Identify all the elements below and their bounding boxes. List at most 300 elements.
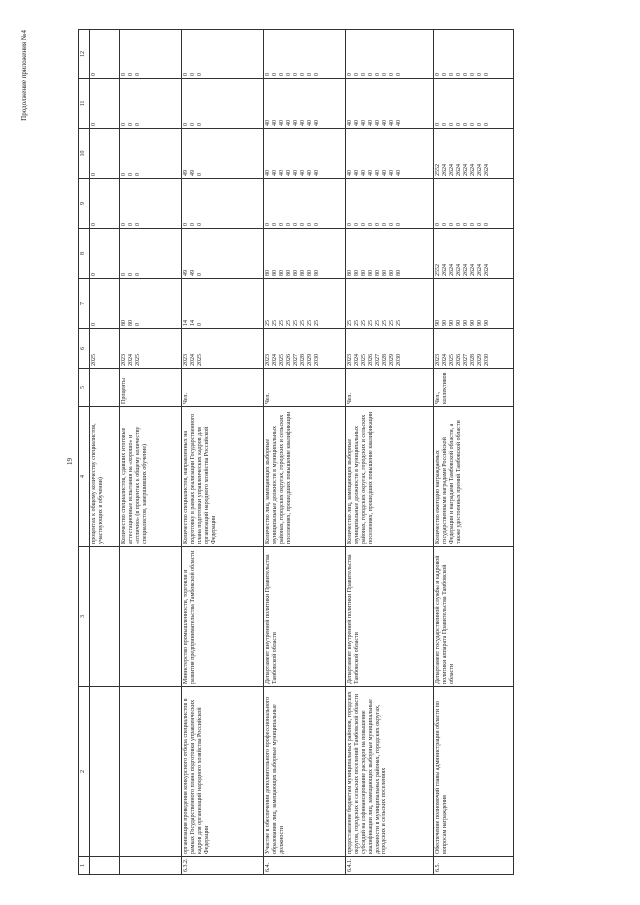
indicator-value: 0 (128, 173, 134, 176)
indicator-value: 0 (442, 73, 448, 76)
indicator-value: 0 (197, 323, 203, 326)
year-value: 2026 (456, 354, 462, 366)
value-cell (182, 129, 264, 179)
year-value: 2025 (361, 354, 367, 366)
value-cell (264, 179, 346, 229)
activity-cell: Участие в обеспечении дополнительного профессионального образования лиц, замещающих выборные муниципальные должности (264, 687, 346, 857)
indicator-value: 0 (382, 223, 388, 226)
value-cell (434, 179, 514, 229)
year-value: 2029 (307, 354, 313, 366)
header-row (79, 30, 90, 875)
indicator-value: 80 (121, 320, 127, 326)
header-cell: 1 (79, 857, 90, 875)
indicator-value: 2624 (463, 264, 469, 276)
year-value: 2023 (265, 354, 271, 366)
indicator-value: 0 (389, 223, 395, 226)
indicator-value: 80 (272, 270, 278, 276)
year-value: 2024 (354, 354, 360, 366)
indicator-value: 40 (347, 120, 353, 126)
indicator-value: 0 (286, 73, 292, 76)
year-value: 2023 (347, 354, 353, 366)
table-row (90, 30, 120, 875)
indicator-value: 0 (307, 73, 313, 76)
indicator-value: 0 (484, 223, 490, 226)
indicator-value: 40 (347, 170, 353, 176)
header-cell: 11 (79, 79, 90, 129)
value-cell (346, 30, 434, 79)
year-value: 2023 (183, 354, 189, 366)
indicator-value: 0 (121, 123, 127, 126)
year-value: 2024 (442, 354, 448, 366)
value-cell (90, 229, 120, 279)
indicator-value: 25 (300, 320, 306, 326)
value-cell (182, 30, 264, 79)
indicator-value: 0 (484, 73, 490, 76)
activity-cell: Обеспечение полномочий главы администрации области по вопросам награждения (434, 687, 514, 857)
indicator-value: 80 (347, 270, 353, 276)
indicator-value: 40 (354, 120, 360, 126)
year-cell (90, 329, 120, 369)
activity-cell: предоставление бюджетам муниципальных районов, городских округов, городских и сельских поселений Тамбовской области субсидий на софинансирование расходов на повышение квалификации лиц, замещающих выборные муниципальные должности в муниципальных районах, городских округах, городских и сельских поселениях (346, 687, 434, 857)
unit-cell: Чел., коллективов (434, 369, 514, 407)
indicator-value: 0 (121, 73, 127, 76)
year-value: 2025 (135, 354, 141, 366)
value-cell (264, 229, 346, 279)
year-value: 2030 (396, 354, 402, 366)
table-row (182, 30, 264, 875)
header-cell: 5 (79, 369, 90, 407)
indicator-value: 40 (307, 120, 313, 126)
value-cell (346, 279, 434, 329)
indicator-value: 2552 (435, 264, 441, 276)
value-cell (346, 229, 434, 279)
indicator-value: 0 (449, 223, 455, 226)
header-cell: 2 (79, 687, 90, 857)
indicator-value: 2624 (442, 164, 448, 176)
indicator-value: 0 (135, 323, 141, 326)
indicator-value: 0 (442, 223, 448, 226)
indicator-value: 0 (128, 273, 134, 276)
indicator-value: 40 (396, 120, 402, 126)
value-cell (90, 179, 120, 229)
indicator-value: 80 (375, 270, 381, 276)
indicator-value: 80 (307, 270, 313, 276)
indicator-value: 40 (361, 120, 367, 126)
indicator-value: 0 (121, 273, 127, 276)
indicator-value: 0 (449, 123, 455, 126)
indicator-value: 0 (293, 73, 299, 76)
indicator-value: 0 (135, 223, 141, 226)
row-number-cell: 6.3.2. (182, 857, 264, 875)
indicator-value: 0 (135, 73, 141, 76)
indicator-value: 40 (279, 120, 285, 126)
indicator-value: 80 (354, 270, 360, 276)
indicator-value: 0 (347, 73, 353, 76)
indicator-value: 0 (477, 223, 483, 226)
indicator-value: 40 (300, 120, 306, 126)
indicator-value: 0 (190, 123, 196, 126)
year-value: 2023 (121, 354, 127, 366)
indicator-value: 14 (190, 320, 196, 326)
indicator-value: 0 (375, 73, 381, 76)
indicator-value: 2624 (477, 264, 483, 276)
indicator-value: 40 (375, 120, 381, 126)
indicator-value: 0 (368, 223, 374, 226)
indicator-value: 80 (300, 270, 306, 276)
year-value: 2027 (293, 354, 299, 366)
indicator-value: 0 (435, 123, 441, 126)
indicator-value: 2552 (435, 164, 441, 176)
indicator-value: 90 (484, 320, 490, 326)
indicator-value: 25 (272, 320, 278, 326)
value-cell (434, 129, 514, 179)
year-value: 2029 (477, 354, 483, 366)
value-cell (120, 179, 182, 229)
indicator-value: 0 (91, 123, 97, 126)
indicator-value: 0 (396, 73, 402, 76)
executor-cell: Департамент государственной службы и кадровой политики аппарата Правительства Тамбовской области (434, 547, 514, 687)
indicator-value: 90 (435, 320, 441, 326)
indicator-value: 40 (368, 170, 374, 176)
indicator-value: 40 (314, 170, 320, 176)
indicator-value: 80 (279, 270, 285, 276)
indicator-value: 0 (347, 223, 353, 226)
indicator-value: 0 (183, 123, 189, 126)
indicator-value: 80 (368, 270, 374, 276)
indicator-value: 0 (314, 73, 320, 76)
value-cell (120, 279, 182, 329)
value-cell (264, 30, 346, 79)
indicator-value: 40 (300, 170, 306, 176)
indicator-value: 0 (354, 73, 360, 76)
indicator-value: 40 (354, 170, 360, 176)
indicator-value: 40 (396, 170, 402, 176)
header-cell: 12 (79, 30, 90, 79)
year-value: 2025 (449, 354, 455, 366)
value-cell (120, 79, 182, 129)
indicator-value: 25 (314, 320, 320, 326)
indicator-value: 2624 (456, 264, 462, 276)
indicator-value: 40 (361, 170, 367, 176)
year-value: 2025 (91, 354, 97, 366)
indicator-cell: Количество ежегодно награждаемых государственными наградами Российской Федерации и наградами Тамбовской области, а также удостоенных премий Тамбовской области (434, 407, 514, 547)
value-cell (264, 79, 346, 129)
year-cell (346, 329, 434, 369)
indicator-value: 0 (463, 123, 469, 126)
year-value: 2028 (382, 354, 388, 366)
indicator-value: 0 (470, 73, 476, 76)
indicator-value: 0 (135, 123, 141, 126)
value-cell (346, 129, 434, 179)
indicator-value: 90 (456, 320, 462, 326)
value-cell (182, 179, 264, 229)
indicator-value: 0 (128, 123, 134, 126)
table-row (346, 30, 434, 875)
indicator-value: 90 (442, 320, 448, 326)
indicator-value: 0 (265, 73, 271, 76)
activity-cell (120, 687, 182, 857)
indicator-value: 40 (293, 120, 299, 126)
row-number-cell: 6.5. (434, 857, 514, 875)
header-cell: 7 (79, 279, 90, 329)
indicator-value: 0 (463, 73, 469, 76)
year-value: 2025 (197, 354, 203, 366)
indicator-value: 40 (272, 170, 278, 176)
indicator-value: 0 (456, 123, 462, 126)
unit-cell: Чел. (182, 369, 264, 407)
year-value: 2023 (435, 354, 441, 366)
indicator-value: 2624 (470, 164, 476, 176)
indicator-cell: процентах к общему количеству специалистов, участвующих в обучении) (90, 407, 120, 547)
indicator-value: 0 (477, 73, 483, 76)
indicator-value: 14 (183, 320, 189, 326)
indicator-value: 0 (265, 223, 271, 226)
indicator-value: 40 (389, 120, 395, 126)
year-value: 2026 (286, 354, 292, 366)
indicator-value: 0 (361, 223, 367, 226)
row-number-cell (120, 857, 182, 875)
indicator-value: 0 (272, 223, 278, 226)
indicator-value: 0 (190, 73, 196, 76)
indicator-value: 0 (307, 223, 313, 226)
indicator-value: 0 (197, 123, 203, 126)
indicator-value: 0 (389, 73, 395, 76)
indicator-value: 2624 (477, 164, 483, 176)
executor-cell (90, 547, 120, 687)
indicator-value: 90 (477, 320, 483, 326)
indicator-value: 2624 (449, 164, 455, 176)
indicator-value: 0 (183, 73, 189, 76)
indicator-value: 0 (272, 73, 278, 76)
indicator-value: 0 (121, 173, 127, 176)
value-cell (182, 79, 264, 129)
indicator-value: 2624 (463, 164, 469, 176)
year-value: 2027 (463, 354, 469, 366)
page-number: 19 (66, 458, 74, 465)
row-number-cell: 6.4.1. (346, 857, 434, 875)
year-value: 2027 (375, 354, 381, 366)
indicator-value: 40 (272, 120, 278, 126)
indicator-value: 0 (135, 173, 141, 176)
indicator-value: 0 (197, 273, 203, 276)
indicator-value: 2624 (484, 164, 490, 176)
indicator-value: 0 (463, 223, 469, 226)
indicator-value: 0 (435, 223, 441, 226)
value-cell (120, 229, 182, 279)
activity-cell (90, 687, 120, 857)
year-cell (264, 329, 346, 369)
indicator-value: 0 (279, 73, 285, 76)
appendix-caption: Продолжение приложения №4 (20, 30, 28, 121)
indicator-value: 0 (128, 223, 134, 226)
indicator-value: 49 (190, 270, 196, 276)
indicator-value: 2624 (442, 264, 448, 276)
indicator-value: 0 (300, 73, 306, 76)
indicator-value: 40 (286, 120, 292, 126)
year-cell (182, 329, 264, 369)
indicator-value: 49 (183, 270, 189, 276)
year-value: 2030 (314, 354, 320, 366)
header-cell: 4 (79, 407, 90, 547)
indicator-value: 49 (190, 170, 196, 176)
indicator-value: 0 (477, 123, 483, 126)
year-value: 2030 (484, 354, 490, 366)
value-cell (346, 179, 434, 229)
header-cell: 6 (79, 329, 90, 369)
indicator-value: 40 (314, 120, 320, 126)
indicator-value: 40 (382, 120, 388, 126)
indicator-value: 0 (449, 73, 455, 76)
indicator-value: 25 (293, 320, 299, 326)
indicator-value: 0 (442, 123, 448, 126)
indicator-value: 90 (470, 320, 476, 326)
indicator-value: 0 (91, 223, 97, 226)
indicator-value: 25 (354, 320, 360, 326)
indicator-value: 0 (197, 173, 203, 176)
value-cell (182, 229, 264, 279)
indicator-value: 40 (382, 170, 388, 176)
indicator-value: 40 (293, 170, 299, 176)
indicator-value: 0 (91, 73, 97, 76)
unit-cell: Проценты (120, 369, 182, 407)
value-cell (434, 30, 514, 79)
executor-cell: Департамент внутренней политики Правительства Тамбовской области (346, 547, 434, 687)
indicator-value: 0 (470, 123, 476, 126)
indicator-cell: Количество специалистов, направленных на подготовку в рамках реализации Государственного плана подготовки управленческих кадров для организаций народного хозяйства Российской Федерации (182, 407, 264, 547)
indicator-value: 0 (286, 223, 292, 226)
indicator-value: 25 (361, 320, 367, 326)
indicator-value: 80 (128, 320, 134, 326)
indicator-value: 40 (375, 170, 381, 176)
indicator-value: 2624 (449, 264, 455, 276)
indicator-value: 80 (314, 270, 320, 276)
table-row (120, 30, 182, 875)
value-cell (182, 279, 264, 329)
indicator-value: 0 (91, 323, 97, 326)
year-value: 2024 (128, 354, 134, 366)
value-cell (434, 79, 514, 129)
indicator-value: 80 (389, 270, 395, 276)
header-cell: 10 (79, 129, 90, 179)
indicator-value: 0 (382, 73, 388, 76)
indicator-value: 0 (91, 173, 97, 176)
indicator-value: 40 (307, 170, 313, 176)
indicator-value: 25 (375, 320, 381, 326)
indicator-value: 0 (197, 223, 203, 226)
indicator-value: 80 (396, 270, 402, 276)
indicator-value: 0 (197, 73, 203, 76)
indicator-value: 25 (396, 320, 402, 326)
indicator-value: 0 (190, 223, 196, 226)
value-cell (90, 79, 120, 129)
header-cell: 8 (79, 229, 90, 279)
indicator-value: 0 (361, 73, 367, 76)
indicator-value: 0 (470, 223, 476, 226)
header-cell: 3 (79, 547, 90, 687)
indicator-value: 2624 (456, 164, 462, 176)
indicator-value: 40 (286, 170, 292, 176)
data-table (78, 29, 514, 875)
indicator-value: 0 (396, 223, 402, 226)
value-cell (120, 129, 182, 179)
indicator-value: 0 (183, 223, 189, 226)
indicator-value: 49 (183, 170, 189, 176)
indicator-value: 2624 (484, 264, 490, 276)
executor-cell (120, 547, 182, 687)
indicator-value: 40 (279, 170, 285, 176)
indicator-value: 0 (484, 123, 490, 126)
indicator-value: 25 (382, 320, 388, 326)
indicator-value: 25 (265, 320, 271, 326)
value-cell (346, 79, 434, 129)
indicator-cell: Количество лиц, замещающих выборные муниципальные должности в муниципальных районах, городских округах, городских и сельских поселениях, прошедших повышение квалификации (264, 407, 346, 547)
indicator-value: 25 (368, 320, 374, 326)
value-cell (120, 30, 182, 79)
indicator-value: 40 (265, 120, 271, 126)
table-row (264, 30, 346, 875)
indicator-value: 0 (128, 73, 134, 76)
table-row (434, 30, 514, 875)
header-cell: 9 (79, 179, 90, 229)
indicator-value: 90 (449, 320, 455, 326)
indicator-value: 0 (121, 223, 127, 226)
indicator-value: 0 (375, 223, 381, 226)
year-value: 2025 (279, 354, 285, 366)
year-cell (120, 329, 182, 369)
indicator-cell: Количество лиц, замещающих выборные муниципальные должности в муниципальных районах, городских округах, городских и сельских поселениях, прошедших повышение квалификации (346, 407, 434, 547)
indicator-value: 80 (286, 270, 292, 276)
indicator-value: 0 (135, 273, 141, 276)
indicator-value: 2624 (470, 264, 476, 276)
indicator-value: 0 (279, 223, 285, 226)
indicator-value: 0 (314, 223, 320, 226)
indicator-value: 80 (361, 270, 367, 276)
indicator-value: 0 (368, 73, 374, 76)
year-value: 2028 (300, 354, 306, 366)
indicator-value: 25 (286, 320, 292, 326)
year-value: 2028 (470, 354, 476, 366)
value-cell (434, 229, 514, 279)
indicator-value: 80 (293, 270, 299, 276)
value-cell (90, 30, 120, 79)
indicator-cell: Количество специалистов, сдавших итоговые аттестационные испытания на «хорошо» и «отлично» (в процентах к общему количеству специалистов, завершивших обучение) (120, 407, 182, 547)
indicator-value: 0 (435, 73, 441, 76)
activity-cell: организация проведения конкурсного отбора специалистов в рамках Государственного плана подготовки управленческих кадров для организаций народного хозяйства Российской Федерации (182, 687, 264, 857)
value-cell (264, 129, 346, 179)
year-value: 2026 (368, 354, 374, 366)
row-number-cell (90, 857, 120, 875)
indicator-value: 40 (265, 170, 271, 176)
value-cell (90, 279, 120, 329)
indicator-value: 80 (382, 270, 388, 276)
indicator-value: 25 (279, 320, 285, 326)
executor-cell: Департамент внутренней политики Правительства Тамбовской области (264, 547, 346, 687)
indicator-value: 90 (463, 320, 469, 326)
indicator-value: 25 (347, 320, 353, 326)
unit-cell: Чел. (346, 369, 434, 407)
row-number-cell: 6.4. (264, 857, 346, 875)
year-value: 2024 (272, 354, 278, 366)
indicator-value: 80 (265, 270, 271, 276)
indicator-value: 25 (307, 320, 313, 326)
year-value: 2029 (389, 354, 395, 366)
indicator-value: 0 (456, 73, 462, 76)
indicator-value: 0 (456, 223, 462, 226)
indicator-value: 40 (368, 120, 374, 126)
indicator-value: 0 (300, 223, 306, 226)
executor-cell: Министерство промышленности, торговли и развития предпринимательства Тамбовской области (182, 547, 264, 687)
indicator-value: 0 (91, 273, 97, 276)
